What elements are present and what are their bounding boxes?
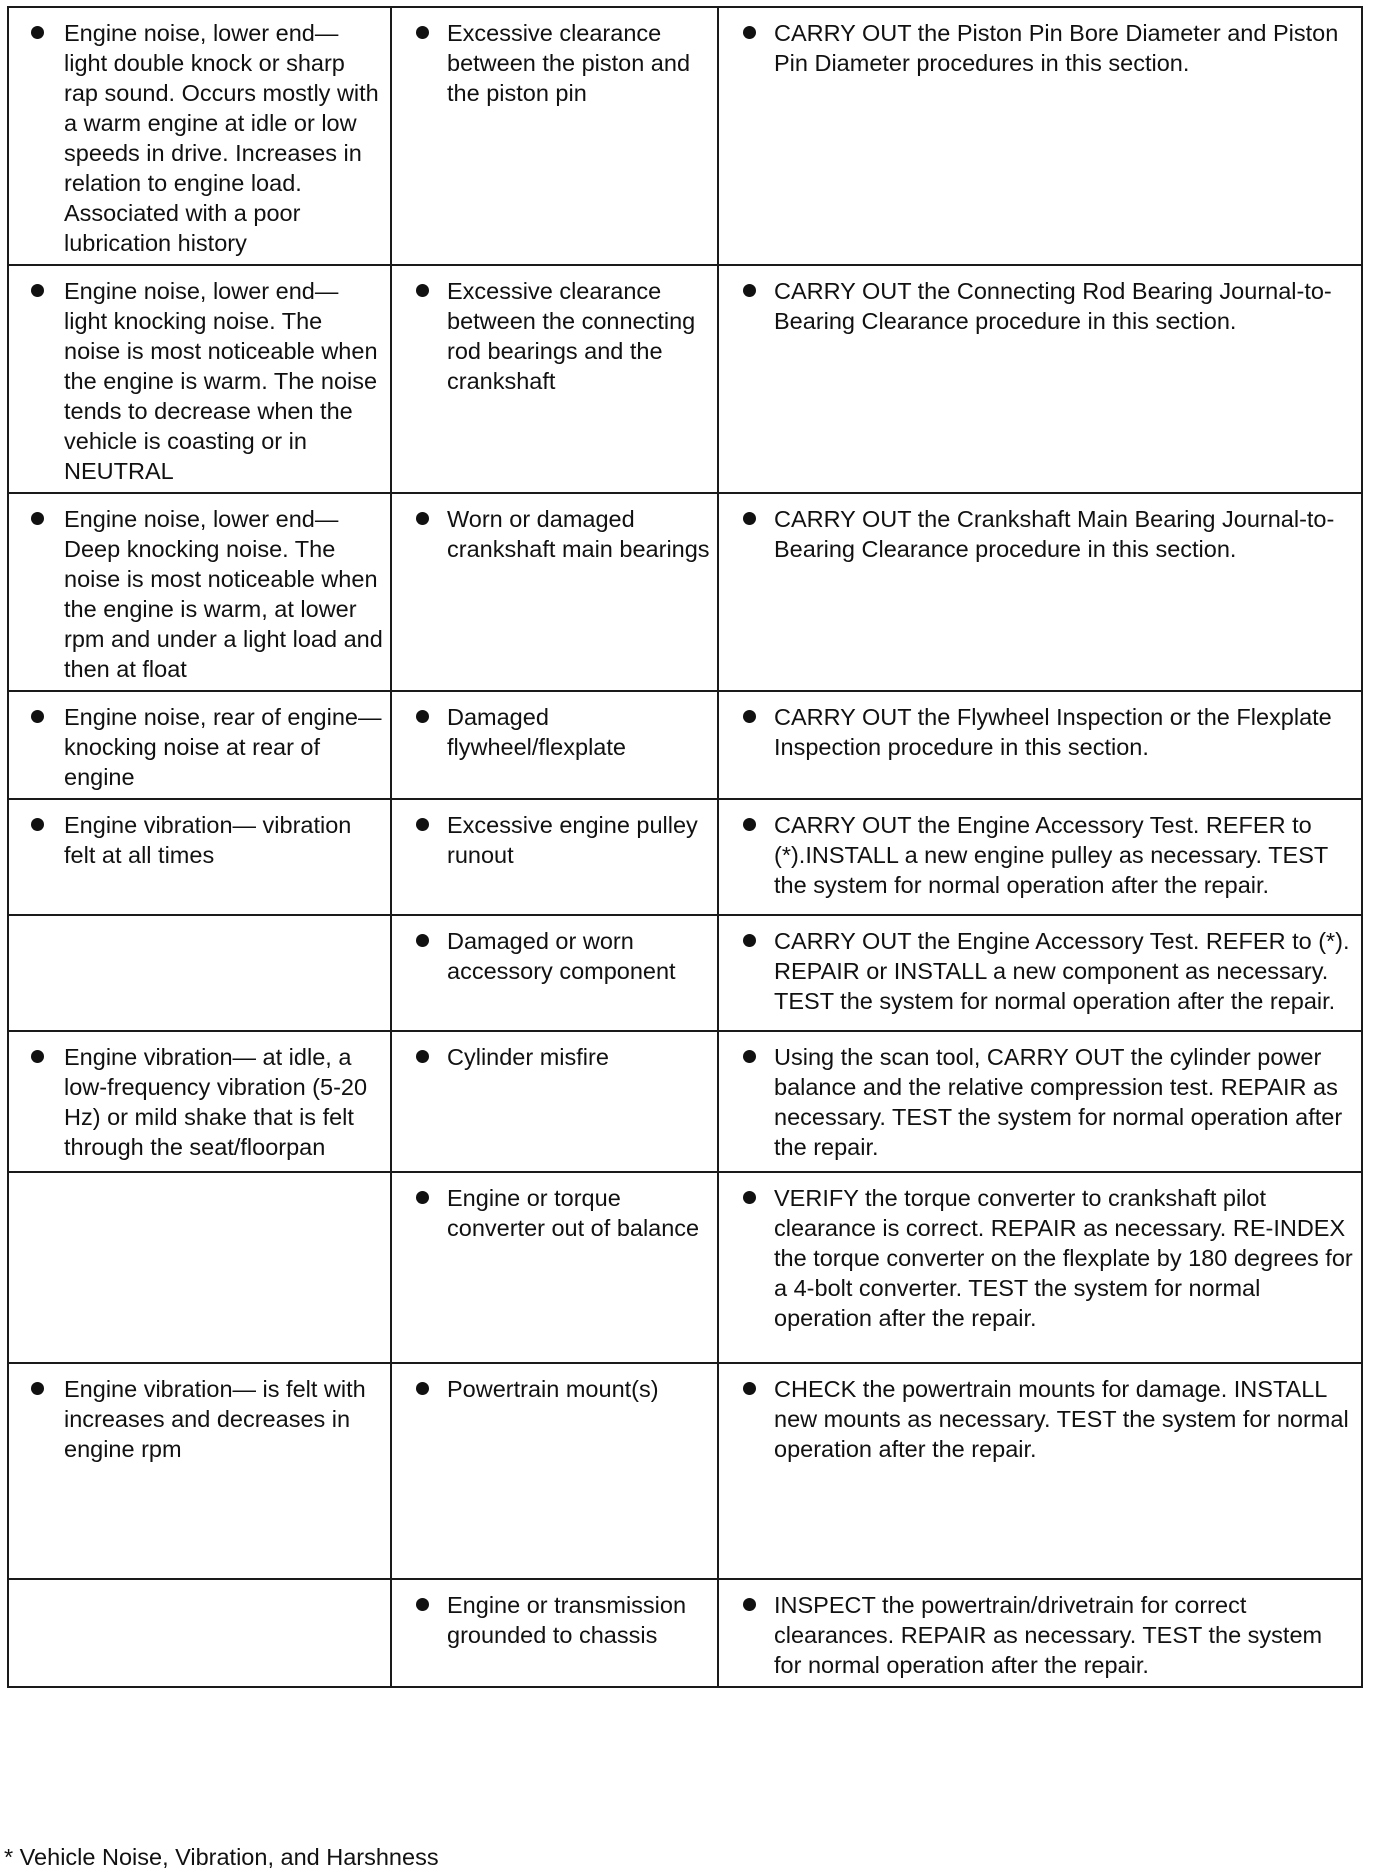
action-cell-content bbox=[719, 1590, 1355, 1680]
action-cell-text: CARRY OUT the Connecting Rod Bearing Journal-to-Bearing Clearance procedure in this section. bbox=[774, 278, 1332, 334]
bullet-icon bbox=[31, 818, 44, 831]
cause-cell-text: Damaged flywheel/flexplate bbox=[447, 704, 626, 760]
action-cell-content bbox=[719, 1374, 1355, 1464]
symptom-cell bbox=[8, 493, 391, 691]
bullet-icon bbox=[416, 1382, 429, 1395]
table-row bbox=[8, 1172, 1362, 1363]
table-row bbox=[8, 493, 1362, 691]
action-cell bbox=[718, 493, 1362, 691]
bullet-icon bbox=[743, 512, 756, 525]
symptom-cell-text: Engine vibration— is felt with increases and decreases in engine rpm bbox=[64, 1376, 366, 1462]
bullet-icon bbox=[416, 1050, 429, 1063]
action-cell-content bbox=[719, 926, 1355, 1016]
symptom-cell-text: Engine vibration— at idle, a low-frequency vibration (5-20 Hz) or mild shake that is felt through the seat/floorpan bbox=[64, 1044, 368, 1160]
cause-cell-content bbox=[392, 1183, 711, 1243]
action-cell-content bbox=[719, 1183, 1355, 1333]
table-row bbox=[8, 7, 1362, 265]
action-cell-content bbox=[719, 1042, 1355, 1162]
table-row bbox=[8, 1363, 1362, 1579]
bullet-icon bbox=[416, 934, 429, 947]
symptom-cell-content bbox=[9, 810, 384, 870]
cause-cell-text: Engine or torque converter out of balance bbox=[447, 1185, 700, 1241]
bullet-icon bbox=[743, 1382, 756, 1395]
cause-cell bbox=[391, 493, 718, 691]
action-cell-text: CARRY OUT the Engine Accessory Test. REFER to (*).INSTALL a new engine pulley as necessary. TEST the system for normal operation after the repair. bbox=[774, 812, 1328, 898]
bullet-icon bbox=[743, 818, 756, 831]
action-cell-content bbox=[719, 276, 1355, 336]
symptom-cell bbox=[8, 799, 391, 915]
cause-cell-text: Cylinder misfire bbox=[447, 1044, 609, 1070]
symptom-cell-text: Engine noise, lower end— light double knock or sharp rap sound. Occurs mostly with a warm engine at idle or low speeds in drive. Increases in relation to engine load. Associated with a poor lubrication history bbox=[64, 20, 379, 256]
action-cell bbox=[718, 1579, 1362, 1687]
footnote: * Vehicle Noise, Vibration, and Harshness bbox=[4, 1844, 439, 1870]
symptom-cell bbox=[8, 265, 391, 493]
bullet-icon bbox=[416, 284, 429, 297]
action-cell-text: CARRY OUT the Crankshaft Main Bearing Journal-to-Bearing Clearance procedure in this section. bbox=[774, 506, 1335, 562]
action-cell-content bbox=[719, 702, 1355, 762]
cause-cell-content bbox=[392, 504, 711, 564]
bullet-icon bbox=[31, 512, 44, 525]
bullet-icon bbox=[416, 818, 429, 831]
cause-cell-content bbox=[392, 926, 711, 986]
bullet-icon bbox=[743, 934, 756, 947]
symptom-cell bbox=[8, 691, 391, 799]
cause-cell-content bbox=[392, 276, 711, 396]
cause-cell-text: Engine or transmission grounded to chassis bbox=[447, 1592, 687, 1648]
symptom-cell-text: Engine noise, rear of engine— knocking noise at rear of engine bbox=[64, 704, 382, 790]
cause-cell-content bbox=[392, 18, 711, 108]
action-cell bbox=[718, 1172, 1362, 1363]
cause-cell-content bbox=[392, 810, 711, 870]
table-row bbox=[8, 1579, 1362, 1687]
symptom-cell bbox=[8, 1031, 391, 1172]
bullet-icon bbox=[416, 710, 429, 723]
action-cell-content bbox=[719, 18, 1355, 78]
action-cell-text: CARRY OUT the Engine Accessory Test. REFER to (*). REPAIR or INSTALL a new component as necessary. TEST the system for normal operation after the repair. bbox=[774, 928, 1350, 1014]
action-cell-text: CARRY OUT the Piston Pin Bore Diameter and Piston Pin Diameter procedures in this section. bbox=[774, 20, 1339, 76]
cause-cell bbox=[391, 1579, 718, 1687]
cause-cell bbox=[391, 7, 718, 265]
cause-cell-content bbox=[392, 1590, 711, 1650]
action-cell-text: VERIFY the torque converter to crankshaft pilot clearance is correct. REPAIR as necessary. RE-INDEX the torque converter on the flexplate by 180 degrees for a 4-bolt converter. TEST the system for normal operation after the repair. bbox=[774, 1185, 1353, 1331]
action-cell-text: Using the scan tool, CARRY OUT the cylinder power balance and the relative compression test. REPAIR as necessary. TEST the system for normal operation after the repair. bbox=[774, 1044, 1343, 1160]
symptom-cell-content bbox=[9, 18, 384, 258]
cause-cell-text: Excessive clearance between the piston and the piston pin bbox=[447, 20, 691, 106]
symptom-cell-content bbox=[9, 1374, 384, 1464]
bullet-icon bbox=[743, 1050, 756, 1063]
cause-cell bbox=[391, 915, 718, 1031]
symptom-cell-content bbox=[9, 504, 384, 684]
cause-cell bbox=[391, 1363, 718, 1579]
cause-cell-content bbox=[392, 1374, 711, 1404]
symptom-cell-text: Engine noise, lower end— light knocking noise. The noise is most noticeable when the engine is warm. The noise tends to decrease when the vehicle is coasting or in NEUTRAL bbox=[64, 278, 378, 484]
action-cell bbox=[718, 915, 1362, 1031]
cause-cell bbox=[391, 691, 718, 799]
action-cell bbox=[718, 691, 1362, 799]
bullet-icon bbox=[416, 512, 429, 525]
bullet-icon bbox=[416, 1191, 429, 1204]
bullet-icon bbox=[31, 1050, 44, 1063]
symptom-cell-content bbox=[9, 1042, 384, 1162]
bullet-icon bbox=[31, 26, 44, 39]
action-cell-content bbox=[719, 810, 1355, 900]
table-row bbox=[8, 691, 1362, 799]
bullet-icon bbox=[31, 710, 44, 723]
cause-cell-text: Worn or damaged crankshaft main bearings bbox=[447, 506, 710, 562]
action-cell bbox=[718, 799, 1362, 915]
action-cell-text: INSPECT the powertrain/drivetrain for correct clearances. REPAIR as necessary. TEST the system for normal operation after the repair. bbox=[774, 1592, 1323, 1678]
cause-cell-content bbox=[392, 702, 711, 762]
table-row bbox=[8, 799, 1362, 915]
table-row bbox=[8, 1031, 1362, 1172]
cause-cell bbox=[391, 1031, 718, 1172]
bullet-icon bbox=[743, 26, 756, 39]
bullet-icon bbox=[416, 26, 429, 39]
table-row bbox=[8, 915, 1362, 1031]
cause-cell-text: Damaged or worn accessory component bbox=[447, 928, 676, 984]
symptom-cell bbox=[8, 1172, 391, 1363]
symptom-cell-text: Engine vibration— vibration felt at all times bbox=[64, 812, 352, 868]
cause-cell bbox=[391, 799, 718, 915]
action-cell-text: CARRY OUT the Flywheel Inspection or the Flexplate Inspection procedure in this section. bbox=[774, 704, 1332, 760]
action-cell bbox=[718, 7, 1362, 265]
symptom-cell-text: Engine noise, lower end— Deep knocking noise. The noise is most noticeable when the engine is warm, at lower rpm and under a light load and then at float bbox=[64, 506, 383, 682]
diagnostic-table bbox=[7, 6, 1363, 1688]
bullet-icon bbox=[31, 284, 44, 297]
symptom-cell-content bbox=[9, 702, 384, 792]
action-cell bbox=[718, 265, 1362, 493]
bullet-icon bbox=[743, 1598, 756, 1611]
action-cell-content bbox=[719, 504, 1355, 564]
action-cell-text: CHECK the powertrain mounts for damage. INSTALL new mounts as necessary. TEST the system for normal operation after the repair. bbox=[774, 1376, 1349, 1462]
symptom-cell bbox=[8, 1579, 391, 1687]
cause-cell-text: Excessive clearance between the connecting rod bearings and the crankshaft bbox=[447, 278, 696, 394]
bullet-icon bbox=[743, 1191, 756, 1204]
bullet-icon bbox=[31, 1382, 44, 1395]
cause-cell-content bbox=[392, 1042, 711, 1072]
symptom-cell bbox=[8, 1363, 391, 1579]
bullet-icon bbox=[743, 284, 756, 297]
symptom-cell-content bbox=[9, 276, 384, 486]
action-cell bbox=[718, 1031, 1362, 1172]
table-row bbox=[8, 265, 1362, 493]
cause-cell-text: Powertrain mount(s) bbox=[447, 1376, 659, 1402]
bullet-icon bbox=[743, 710, 756, 723]
cause-cell-text: Excessive engine pulley runout bbox=[447, 812, 698, 868]
bullet-icon bbox=[416, 1598, 429, 1611]
action-cell bbox=[718, 1363, 1362, 1579]
symptom-cell bbox=[8, 7, 391, 265]
cause-cell bbox=[391, 1172, 718, 1363]
cause-cell bbox=[391, 265, 718, 493]
diagnostic-table-body bbox=[8, 7, 1362, 1687]
symptom-cell bbox=[8, 915, 391, 1031]
